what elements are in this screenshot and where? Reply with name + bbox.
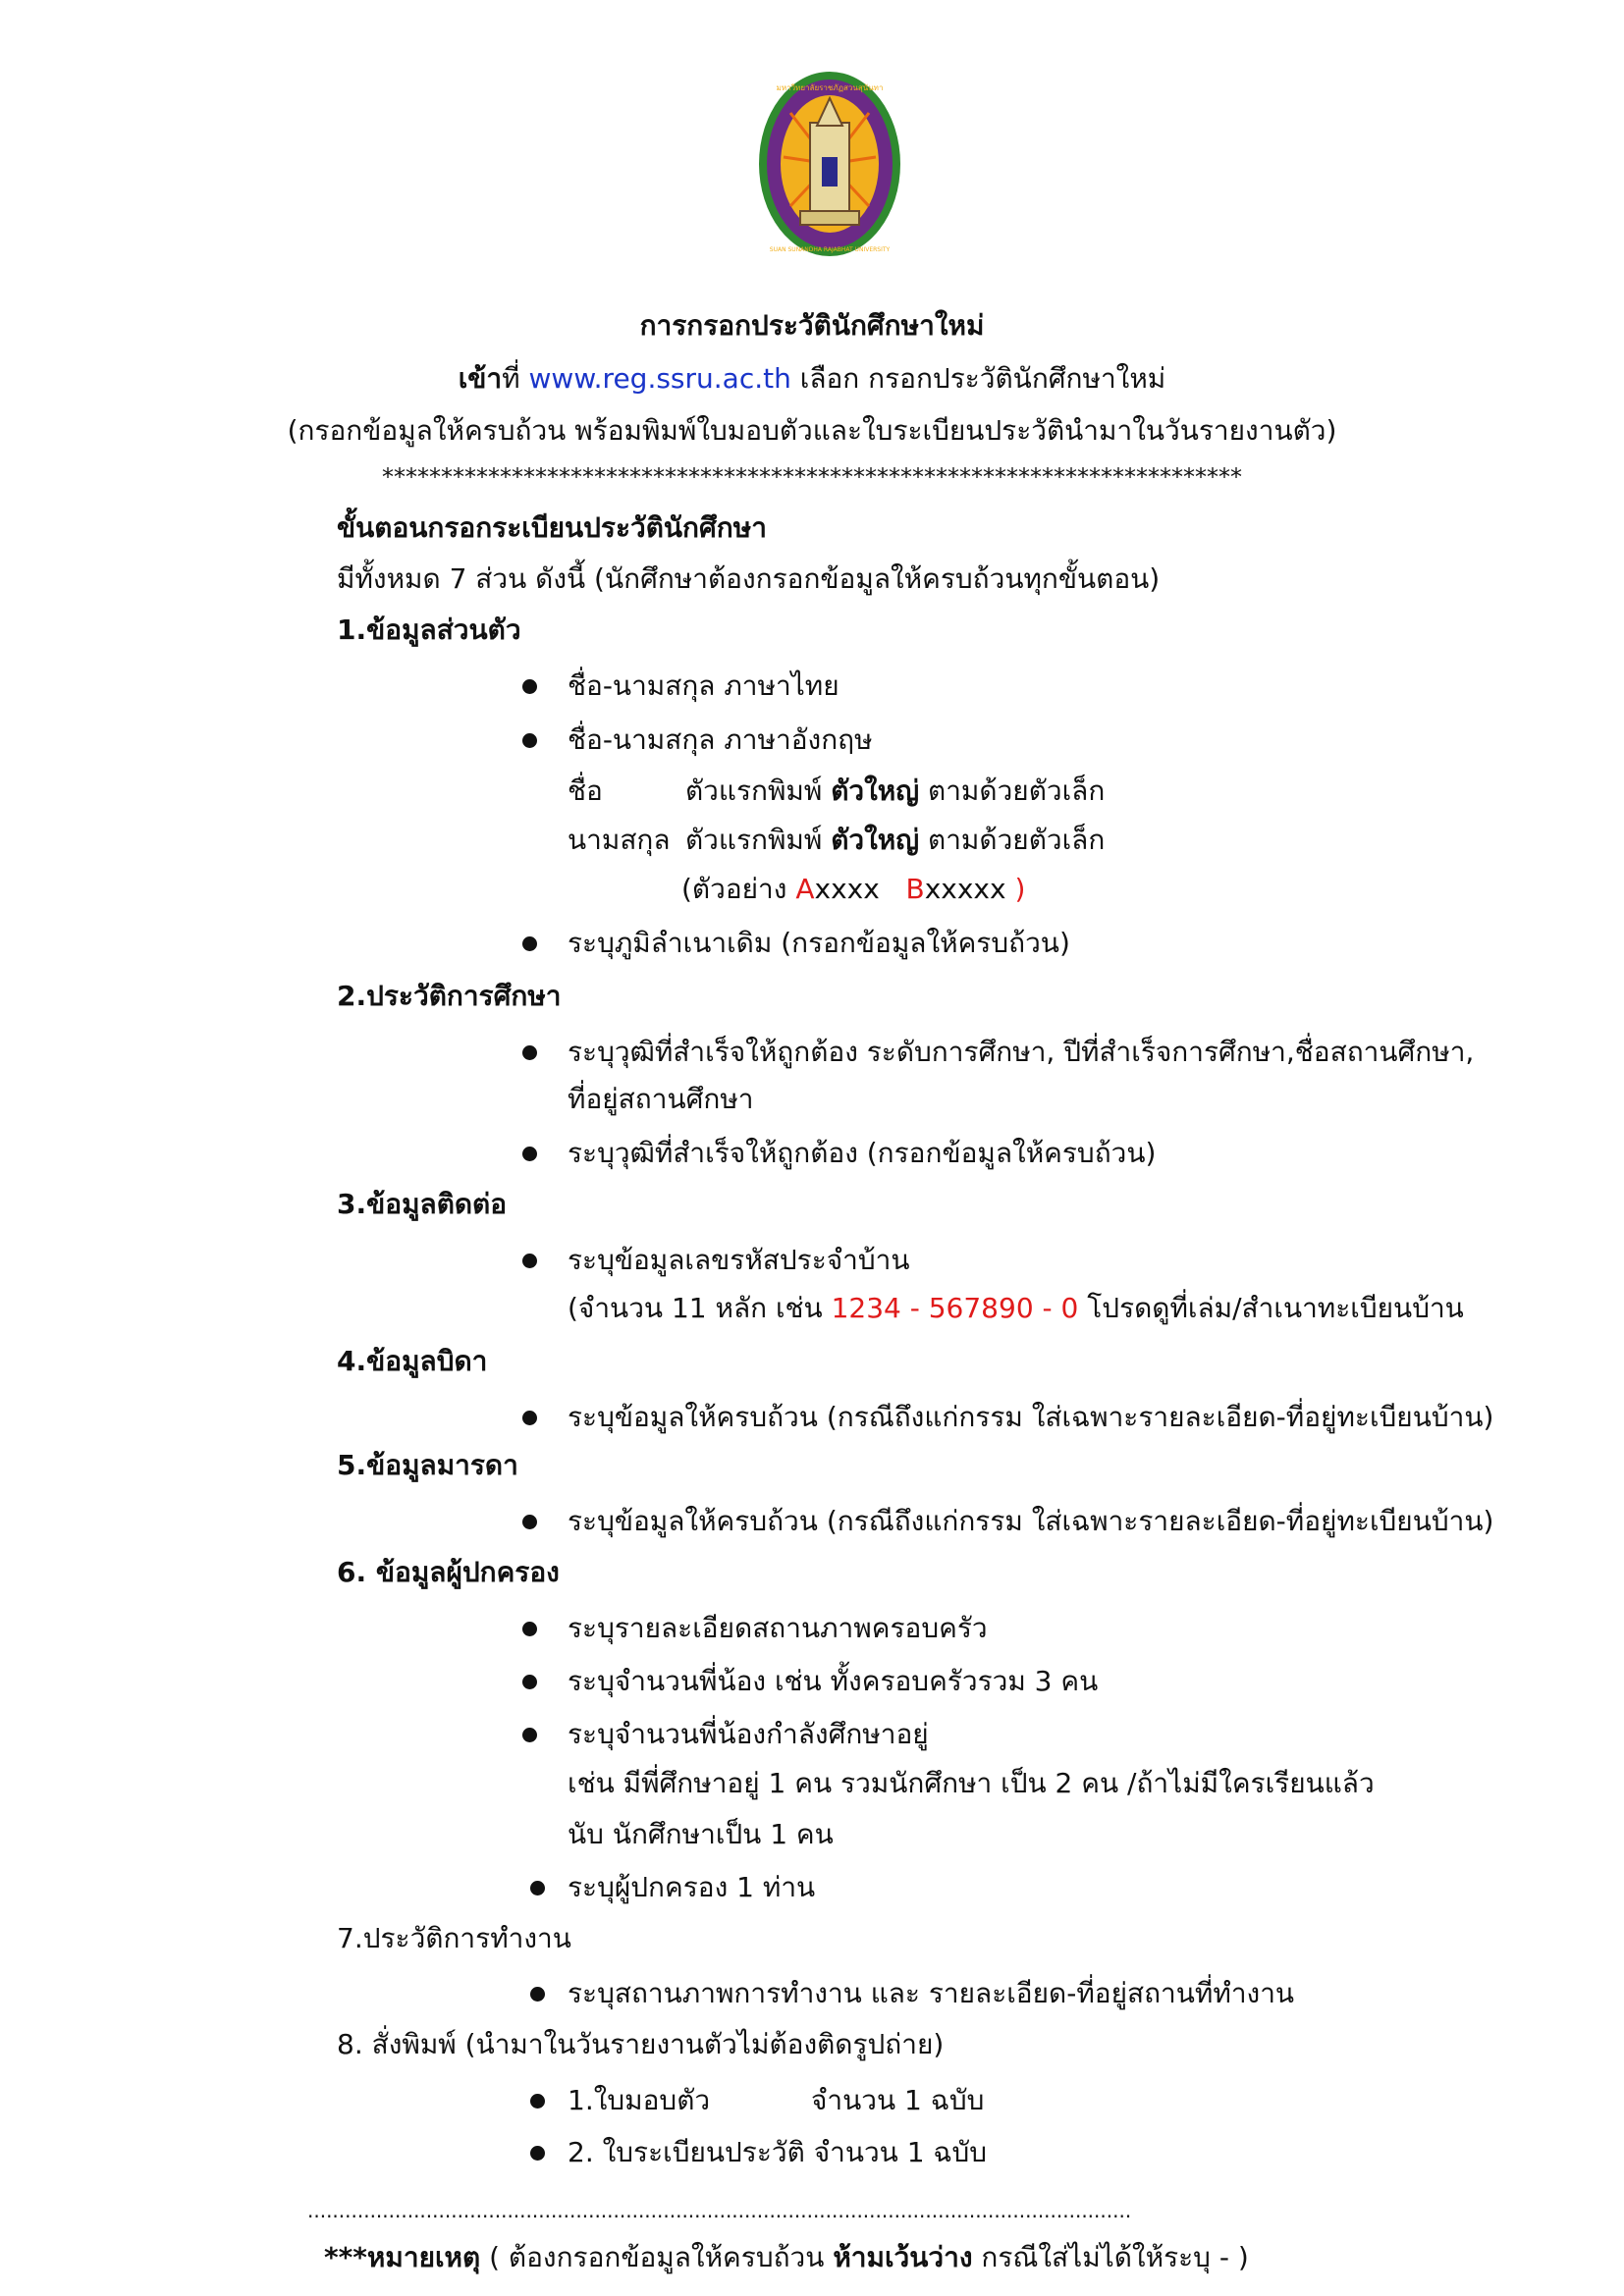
footer-note — [324, 2238, 1249, 2277]
logo-text-top: มหาวิทยาลัยราชภัฏสวนสุนันทา — [776, 83, 884, 92]
s2-qualification-complete: ระบุวุฒิที่สำเร็จให้ถูกต้อง (กรอกข้อมูลให้ครบถ้วน) — [568, 1137, 1157, 1169]
rule-bold: ตัวใหญ่ — [831, 774, 920, 807]
rule-bold: ตัวใหญ่ — [831, 824, 920, 856]
section-6-title: 6. ข้อมูลผู้ปกครอง — [337, 1556, 560, 1588]
website-line-post: เลือก กรอกประวัตินักศึกษาใหม่ — [790, 362, 1166, 395]
page-title: การกรอกประวัตินักศึกษาใหม่ — [639, 309, 985, 342]
bullet-icon — [522, 1254, 537, 1268]
rule-post: ตามด้วยตัวเล็ก — [919, 774, 1106, 807]
section-7-title: 7.ประวัติการทำงาน — [337, 1922, 571, 1954]
website-line-pre: ที่ — [502, 362, 529, 395]
bullet-icon — [522, 733, 537, 748]
bullet-icon — [522, 1675, 537, 1689]
university-seal-logo — [756, 69, 903, 260]
s6-siblings-count: ระบุจำนวนพี่น้อง เช่น ทั้งครอบครัวรวม 3 คน — [568, 1665, 1099, 1697]
s2-qualification-line2: ที่อยู่สถานศึกษา — [568, 1083, 754, 1115]
s4-father-info: ระบุข้อมูลให้ครบถ้วน (กรณีถึงแก่กรรม ใส่เฉพาะรายละเอียด-ที่อยู่ทะเบียนบ้าน) — [568, 1401, 1494, 1433]
bullet-icon — [522, 1515, 537, 1529]
example-open: (ตัวอย่าง — [681, 873, 796, 905]
s3-house-code-example — [568, 1289, 1464, 1328]
s8-form1-name: 1.ใบมอบตัว — [568, 2084, 711, 2116]
s3-house-code: ระบุข้อมูลเลขรหัสประจำบ้าน — [568, 1244, 910, 1276]
example-close: ) — [1005, 873, 1026, 905]
separator-line: ************************************************************************* — [382, 463, 1242, 491]
rule-pre: ตัวแรกพิมพ์ — [685, 824, 832, 856]
s8-form2: 2. ใบระเบียนประวัติ จำนวน 1 ฉบับ — [568, 2136, 988, 2168]
example-first-capital: A — [795, 873, 815, 905]
s6-guardian: ระบุผู้ปกครอง 1 ท่าน — [568, 1871, 816, 1903]
rule-post: ตามด้วยตัวเล็ก — [919, 824, 1106, 856]
s1-thai-name: ชื่อ-นามสกุล ภาษาไทย — [568, 669, 839, 702]
bullet-icon — [522, 1411, 537, 1425]
section-8-title: 8. สั่งพิมพ์ (นำมาในวันรายงานตัวไม่ต้องติดรูปถ่าย) — [337, 2028, 945, 2060]
bullet-icon — [522, 1045, 537, 1060]
note-pre: ( ต้องกรอกข้อมูลให้ครบถ้วน — [480, 2241, 834, 2273]
note-post: กรณีใส่ไม่ได้ให้ระบุ - ) — [972, 2241, 1249, 2273]
house-code-sample: 1234 - 567890 - 0 — [831, 1292, 1079, 1324]
s6-siblings-studying-line1: ระบุจำนวนพี่น้องกำลังศึกษาอยู่ — [568, 1718, 929, 1750]
note-bold: ห้ามเว้นว่าง — [833, 2241, 973, 2273]
bullet-icon — [522, 1147, 537, 1161]
s1-name-rule — [685, 772, 1105, 811]
s8-form1-qty: จำนวน 1 ฉบับ — [811, 2084, 985, 2116]
section-5-title: 5.ข้อมูลมารดา — [337, 1449, 518, 1481]
footer-dotted-line: .................................................................................................................................... — [307, 2199, 1132, 2222]
bullet-icon — [522, 1622, 537, 1636]
note-label: ***หมายเหตุ — [324, 2241, 481, 2273]
s1-name-label: ชื่อ — [568, 774, 603, 807]
section-4-title: 4.ข้อมูลบิดา — [337, 1345, 488, 1377]
s1-english-name: ชื่อ-นามสกุล ภาษาอังกฤษ — [568, 723, 873, 756]
bullet-icon — [530, 1881, 545, 1896]
s6-siblings-studying-line3: นับ นักศึกษาเป็น 1 คน — [568, 1818, 834, 1850]
example-first-rest: xxxx — [814, 873, 880, 905]
bullet-icon — [522, 679, 537, 694]
website-line — [0, 359, 1624, 399]
s5-mother-info: ระบุข้อมูลให้ครบถ้วน (กรณีถึงแก่กรรม ใส่เฉพาะรายละเอียด-ที่อยู่ทะเบียนบ้าน) — [568, 1505, 1494, 1537]
example-second-capital: B — [905, 873, 925, 905]
website-url-link[interactable]: www.reg.ssru.ac.th — [528, 362, 791, 395]
rule-pre: ตัวแรกพิมพ์ — [685, 774, 832, 807]
s1-hometown: ระบุภูมิลำเนาเดิม (กรอกข้อมูลให้ครบถ้วน) — [568, 927, 1070, 959]
section-1-title: 1.ข้อมูลส่วนตัว — [337, 614, 521, 646]
bullet-icon — [530, 2094, 545, 2109]
s1-example — [681, 870, 1025, 909]
s7-work-status: ระบุสถานภาพการทำงาน และ รายละเอียด-ที่อยู่สถานที่ทำงาน — [568, 1977, 1295, 2009]
bullet-icon — [530, 2146, 545, 2161]
s1-surname-label: นามสกุล — [568, 824, 671, 856]
s6-family-status: ระบุรายละเอียดสถานภาพครอบครัว — [568, 1612, 988, 1644]
steps-heading: ขั้นตอนกรอกระเบียนประวัตินักศึกษา — [337, 511, 767, 544]
example-second-rest: xxxxx — [924, 873, 1006, 905]
s2-qualification-line1: ระบุวุฒิที่สำเร็จให้ถูกต้อง ระดับการศึกษา, ปีที่สำเร็จการศึกษา,ชื่อสถานศึกษา, — [568, 1036, 1475, 1068]
enter-word: เข้า — [458, 362, 503, 395]
s6-siblings-studying-line2: เช่น มีพี่ศึกษาอยู่ 1 คน รวมนักศึกษา เป็น 2 คน /ถ้าไม่มีใครเรียนแล้ว — [568, 1767, 1375, 1799]
section-2-title: 2.ประวัติการศึกษา — [337, 980, 562, 1012]
instruction-line: (กรอกข้อมูลให้ครบถ้วน พร้อมพิมพ์ใบมอบตัวและใบระเบียนประวัตินำมาในวันรายงานตัว) — [287, 414, 1337, 447]
house-code-post: โปรดดูที่เล่ม/สำเนาทะเบียนบ้าน — [1078, 1292, 1464, 1324]
bullet-icon — [522, 936, 537, 951]
steps-summary: มีทั้งหมด 7 ส่วน ดังนี้ (นักศึกษาต้องกรอกข้อมูลให้ครบถ้วนทุกขั้นตอน) — [337, 562, 1161, 595]
bullet-icon — [522, 1728, 537, 1742]
s1-surname-rule — [685, 821, 1105, 860]
logo-text-bottom: SUAN SUNANDHA RAJABHAT UNIVERSITY — [769, 246, 891, 253]
house-code-pre: (จำนวน 11 หลัก เช่น — [568, 1292, 832, 1324]
section-3-title: 3.ข้อมูลติดต่อ — [337, 1188, 508, 1220]
bullet-icon — [530, 1987, 545, 2002]
